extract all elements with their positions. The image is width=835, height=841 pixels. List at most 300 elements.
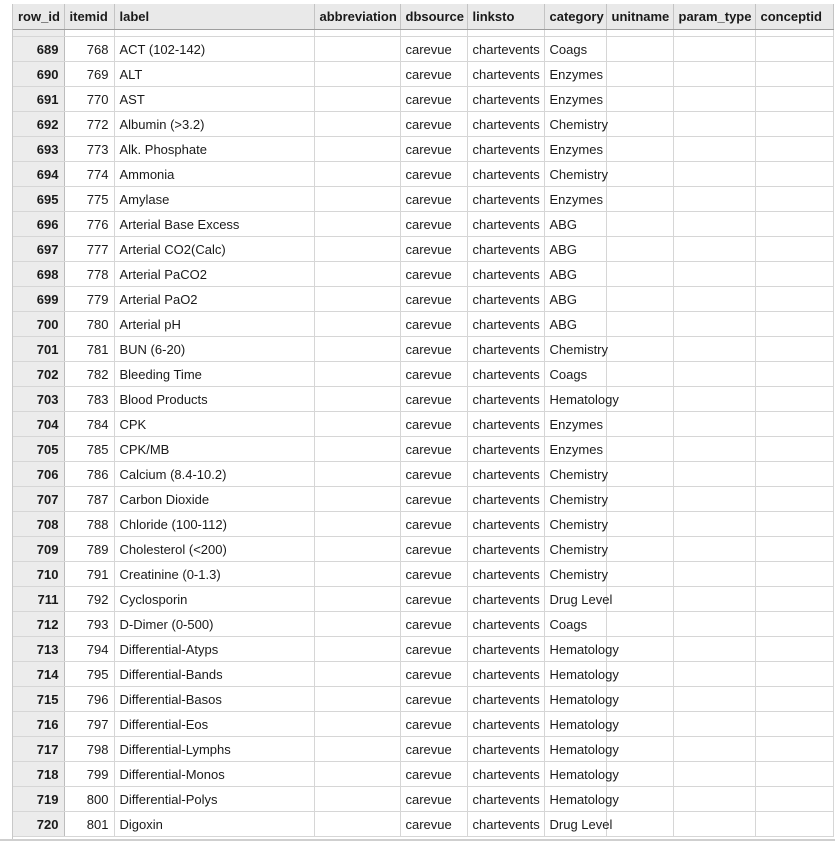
table-row[interactable] [13, 762, 833, 787]
cell-linksto[interactable]: chartevents [467, 487, 544, 512]
cell-label[interactable]: Digoxin [114, 812, 314, 837]
cell-param-type[interactable] [673, 262, 755, 287]
cell-unitname[interactable] [606, 212, 673, 237]
cell-param-type[interactable] [673, 237, 755, 262]
cell-label[interactable]: Albumin (>3.2) [114, 112, 314, 137]
cell-conceptid[interactable] [755, 337, 833, 362]
cell-abbreviation[interactable] [314, 787, 400, 812]
cell-dbsource[interactable]: carevue [400, 587, 467, 612]
cell-abbreviation[interactable] [314, 612, 400, 637]
cell-abbreviation[interactable] [314, 712, 400, 737]
cell-label[interactable]: Arterial PaCO2 [114, 262, 314, 287]
cell-conceptid[interactable] [755, 212, 833, 237]
table-row[interactable] [13, 312, 833, 337]
cell-param-type[interactable] [673, 512, 755, 537]
cell-linksto[interactable]: chartevents [467, 537, 544, 562]
cell-conceptid[interactable] [755, 387, 833, 412]
cell-conceptid[interactable] [755, 362, 833, 387]
cell-category[interactable]: Enzymes [544, 187, 606, 212]
cell-conceptid[interactable] [755, 137, 833, 162]
cell-param-type[interactable] [673, 787, 755, 812]
cell-dbsource[interactable]: carevue [400, 512, 467, 537]
cell-dbsource[interactable]: carevue [400, 162, 467, 187]
table-row[interactable] [13, 262, 833, 287]
cell-itemid[interactable]: 782 [64, 362, 114, 387]
cell-conceptid[interactable] [755, 237, 833, 262]
cell-itemid[interactable]: 769 [64, 62, 114, 87]
cell-conceptid[interactable] [755, 712, 833, 737]
cell-category[interactable]: Chemistry [544, 487, 606, 512]
cell-conceptid[interactable] [755, 112, 833, 137]
cell-dbsource[interactable]: carevue [400, 37, 467, 62]
table-row[interactable] [13, 587, 833, 612]
cell-label[interactable]: Differential-Basos [114, 687, 314, 712]
table-row[interactable] [13, 562, 833, 587]
cell-itemid[interactable]: 799 [64, 762, 114, 787]
cell-dbsource[interactable]: carevue [400, 87, 467, 112]
column-header-conceptid[interactable]: conceptid [755, 4, 833, 30]
cell-dbsource[interactable]: carevue [400, 62, 467, 87]
cell-category[interactable]: Coags [544, 37, 606, 62]
cell-param-type[interactable] [673, 362, 755, 387]
cell-category[interactable]: Enzymes [544, 437, 606, 462]
cell-conceptid[interactable] [755, 62, 833, 87]
cell-linksto[interactable]: chartevents [467, 387, 544, 412]
cell-linksto[interactable]: chartevents [467, 137, 544, 162]
cell-linksto[interactable]: chartevents [467, 237, 544, 262]
cell-abbreviation[interactable] [314, 212, 400, 237]
cell-abbreviation[interactable] [314, 362, 400, 387]
cell-abbreviation[interactable] [314, 337, 400, 362]
cell-dbsource[interactable]: carevue [400, 212, 467, 237]
cell-conceptid[interactable] [755, 187, 833, 212]
cell-category[interactable]: ABG [544, 262, 606, 287]
cell-conceptid[interactable] [755, 537, 833, 562]
cell-dbsource[interactable]: carevue [400, 762, 467, 787]
cell-itemid[interactable]: 770 [64, 87, 114, 112]
column-header-linksto[interactable]: linksto [467, 4, 544, 30]
column-header-row-id[interactable]: row_id [13, 4, 64, 30]
cell-unitname[interactable] [606, 37, 673, 62]
cell-abbreviation[interactable] [314, 87, 400, 112]
table-row[interactable] [13, 112, 833, 137]
table-row[interactable] [13, 212, 833, 237]
cell-param-type[interactable] [673, 562, 755, 587]
cell-unitname[interactable] [606, 487, 673, 512]
cell-unitname[interactable] [606, 362, 673, 387]
cell-abbreviation[interactable] [314, 187, 400, 212]
cell-dbsource[interactable]: carevue [400, 462, 467, 487]
cell-itemid[interactable]: 792 [64, 587, 114, 612]
cell-label[interactable]: ALT [114, 62, 314, 87]
cell-itemid[interactable]: 798 [64, 737, 114, 762]
cell-category[interactable]: ABG [544, 237, 606, 262]
cell-conceptid[interactable] [755, 312, 833, 337]
cell-abbreviation[interactable] [314, 587, 400, 612]
cell-param-type[interactable] [673, 287, 755, 312]
table-row[interactable] [13, 487, 833, 512]
cell-label[interactable]: Differential-Bands [114, 662, 314, 687]
cell-itemid[interactable]: 800 [64, 787, 114, 812]
cell-category[interactable]: Chemistry [544, 462, 606, 487]
cell-itemid[interactable]: 797 [64, 712, 114, 737]
cell-label[interactable]: Chloride (100-112) [114, 512, 314, 537]
table-row[interactable] [13, 287, 833, 312]
cell-category[interactable]: Hematology [544, 637, 606, 662]
cell-abbreviation[interactable] [314, 237, 400, 262]
cell-abbreviation[interactable] [314, 512, 400, 537]
cell-category[interactable]: Hematology [544, 662, 606, 687]
cell-itemid[interactable]: 789 [64, 537, 114, 562]
table-row[interactable] [13, 337, 833, 362]
cell-param-type[interactable] [673, 212, 755, 237]
cell-unitname[interactable] [606, 187, 673, 212]
table-row[interactable] [13, 712, 833, 737]
cell-param-type[interactable] [673, 137, 755, 162]
cell-abbreviation[interactable] [314, 812, 400, 837]
cell-abbreviation[interactable] [314, 637, 400, 662]
cell-linksto[interactable]: chartevents [467, 587, 544, 612]
cell-itemid[interactable]: 778 [64, 262, 114, 287]
cell-category[interactable]: Chemistry [544, 162, 606, 187]
cell-conceptid[interactable] [755, 687, 833, 712]
cell-linksto[interactable]: chartevents [467, 337, 544, 362]
table-row[interactable] [13, 62, 833, 87]
cell-abbreviation[interactable] [314, 762, 400, 787]
table-row[interactable] [13, 512, 833, 537]
cell-conceptid[interactable] [755, 37, 833, 62]
table-row[interactable] [13, 237, 833, 262]
cell-abbreviation[interactable] [314, 162, 400, 187]
cell-unitname[interactable] [606, 87, 673, 112]
cell-conceptid[interactable] [755, 262, 833, 287]
cell-dbsource[interactable]: carevue [400, 712, 467, 737]
cell-label[interactable]: Ammonia [114, 162, 314, 187]
cell-linksto[interactable]: chartevents [467, 287, 544, 312]
cell-param-type[interactable] [673, 537, 755, 562]
cell-param-type[interactable] [673, 387, 755, 412]
cell-label[interactable]: Carbon Dioxide [114, 487, 314, 512]
cell-unitname[interactable] [606, 562, 673, 587]
cell-unitname[interactable] [606, 462, 673, 487]
cell-linksto[interactable]: chartevents [467, 737, 544, 762]
cell-linksto[interactable]: chartevents [467, 687, 544, 712]
cell-category[interactable]: Chemistry [544, 537, 606, 562]
cell-unitname[interactable] [606, 262, 673, 287]
cell-unitname[interactable] [606, 112, 673, 137]
cell-dbsource[interactable]: carevue [400, 412, 467, 437]
cell-conceptid[interactable] [755, 762, 833, 787]
cell-conceptid[interactable] [755, 437, 833, 462]
cell-linksto[interactable]: chartevents [467, 162, 544, 187]
column-header-param-type[interactable]: param_type [673, 4, 755, 30]
cell-label[interactable]: Cholesterol (<200) [114, 537, 314, 562]
table-row[interactable] [13, 462, 833, 487]
cell-label[interactable]: Differential-Monos [114, 762, 314, 787]
cell-param-type[interactable] [673, 812, 755, 837]
table-row[interactable] [13, 37, 833, 62]
cell-category[interactable]: Chemistry [544, 512, 606, 537]
table-row[interactable] [13, 187, 833, 212]
cell-label[interactable]: Arterial PaO2 [114, 287, 314, 312]
column-header-itemid[interactable]: itemid [64, 4, 114, 30]
cell-abbreviation[interactable] [314, 287, 400, 312]
cell-param-type[interactable] [673, 37, 755, 62]
cell-category[interactable]: Hematology [544, 687, 606, 712]
cell-param-type[interactable] [673, 762, 755, 787]
table-row[interactable] [13, 787, 833, 812]
cell-linksto[interactable]: chartevents [467, 562, 544, 587]
cell-itemid[interactable]: 786 [64, 462, 114, 487]
cell-conceptid[interactable] [755, 487, 833, 512]
cell-abbreviation[interactable] [314, 687, 400, 712]
cell-category[interactable]: Coags [544, 612, 606, 637]
cell-param-type[interactable] [673, 412, 755, 437]
cell-abbreviation[interactable] [314, 562, 400, 587]
cell-label[interactable]: AST [114, 87, 314, 112]
cell-dbsource[interactable]: carevue [400, 387, 467, 412]
cell-param-type[interactable] [673, 662, 755, 687]
cell-linksto[interactable]: chartevents [467, 112, 544, 137]
cell-linksto[interactable]: chartevents [467, 262, 544, 287]
table-row[interactable] [13, 362, 833, 387]
cell-itemid[interactable]: 781 [64, 337, 114, 362]
cell-itemid[interactable]: 788 [64, 512, 114, 537]
cell-conceptid[interactable] [755, 162, 833, 187]
cell-label[interactable]: Amylase [114, 187, 314, 212]
cell-param-type[interactable] [673, 162, 755, 187]
table-row[interactable] [13, 137, 833, 162]
cell-linksto[interactable]: chartevents [467, 512, 544, 537]
table-row[interactable] [13, 612, 833, 637]
column-header-abbreviation[interactable]: abbreviation [314, 4, 400, 30]
cell-abbreviation[interactable] [314, 62, 400, 87]
cell-category[interactable]: ABG [544, 287, 606, 312]
cell-itemid[interactable]: 768 [64, 37, 114, 62]
cell-dbsource[interactable]: carevue [400, 662, 467, 687]
cell-linksto[interactable]: chartevents [467, 662, 544, 687]
cell-itemid[interactable]: 775 [64, 187, 114, 212]
cell-unitname[interactable] [606, 162, 673, 187]
cell-conceptid[interactable] [755, 587, 833, 612]
cell-linksto[interactable]: chartevents [467, 437, 544, 462]
cell-category[interactable]: Hematology [544, 712, 606, 737]
cell-linksto[interactable]: chartevents [467, 362, 544, 387]
cell-unitname[interactable] [606, 137, 673, 162]
cell-unitname[interactable] [606, 237, 673, 262]
cell-itemid[interactable]: 793 [64, 612, 114, 637]
cell-itemid[interactable]: 772 [64, 112, 114, 137]
cell-itemid[interactable]: 779 [64, 287, 114, 312]
cell-param-type[interactable] [673, 87, 755, 112]
cell-unitname[interactable] [606, 337, 673, 362]
cell-dbsource[interactable]: carevue [400, 237, 467, 262]
cell-unitname[interactable] [606, 312, 673, 337]
cell-linksto[interactable]: chartevents [467, 412, 544, 437]
cell-label[interactable]: Differential-Lymphs [114, 737, 314, 762]
cell-unitname[interactable] [606, 537, 673, 562]
cell-category[interactable]: Hematology [544, 762, 606, 787]
cell-category[interactable]: Chemistry [544, 337, 606, 362]
cell-dbsource[interactable]: carevue [400, 262, 467, 287]
cell-label[interactable]: Calcium (8.4-10.2) [114, 462, 314, 487]
cell-conceptid[interactable] [755, 87, 833, 112]
table-row[interactable] [13, 162, 833, 187]
cell-param-type[interactable] [673, 462, 755, 487]
cell-conceptid[interactable] [755, 512, 833, 537]
cell-itemid[interactable]: 777 [64, 237, 114, 262]
cell-linksto[interactable]: chartevents [467, 812, 544, 837]
cell-linksto[interactable]: chartevents [467, 612, 544, 637]
table-row[interactable] [13, 662, 833, 687]
cell-conceptid[interactable] [755, 662, 833, 687]
cell-conceptid[interactable] [755, 812, 833, 837]
cell-dbsource[interactable]: carevue [400, 737, 467, 762]
cell-category[interactable]: Enzymes [544, 412, 606, 437]
cell-itemid[interactable]: 776 [64, 212, 114, 237]
cell-linksto[interactable]: chartevents [467, 37, 544, 62]
cell-abbreviation[interactable] [314, 437, 400, 462]
cell-dbsource[interactable]: carevue [400, 287, 467, 312]
cell-param-type[interactable] [673, 612, 755, 637]
cell-label[interactable]: Differential-Polys [114, 787, 314, 812]
cell-linksto[interactable]: chartevents [467, 462, 544, 487]
cell-category[interactable]: Hematology [544, 787, 606, 812]
cell-conceptid[interactable] [755, 412, 833, 437]
cell-param-type[interactable] [673, 312, 755, 337]
cell-unitname[interactable] [606, 62, 673, 87]
cell-category[interactable]: Coags [544, 362, 606, 387]
cell-conceptid[interactable] [755, 637, 833, 662]
cell-conceptid[interactable] [755, 787, 833, 812]
cell-linksto[interactable]: chartevents [467, 637, 544, 662]
cell-category[interactable]: Drug Level [544, 587, 606, 612]
cell-unitname[interactable] [606, 287, 673, 312]
cell-label[interactable]: D-Dimer (0-500) [114, 612, 314, 637]
column-header-label[interactable]: label [114, 4, 314, 30]
cell-dbsource[interactable]: carevue [400, 537, 467, 562]
cell-label[interactable]: Alk. Phosphate [114, 137, 314, 162]
cell-param-type[interactable] [673, 687, 755, 712]
cell-itemid[interactable]: 794 [64, 637, 114, 662]
cell-param-type[interactable] [673, 337, 755, 362]
cell-unitname[interactable] [606, 412, 673, 437]
cell-abbreviation[interactable] [314, 37, 400, 62]
cell-label[interactable]: Arterial CO2(Calc) [114, 237, 314, 262]
cell-conceptid[interactable] [755, 612, 833, 637]
cell-abbreviation[interactable] [314, 412, 400, 437]
cell-category[interactable]: Chemistry [544, 112, 606, 137]
cell-linksto[interactable]: chartevents [467, 762, 544, 787]
cell-label[interactable]: Bleeding Time [114, 362, 314, 387]
cell-itemid[interactable]: 787 [64, 487, 114, 512]
cell-label[interactable]: CPK/MB [114, 437, 314, 462]
column-header-unitname[interactable]: unitname [606, 4, 673, 30]
cell-dbsource[interactable]: carevue [400, 312, 467, 337]
cell-unitname[interactable] [606, 812, 673, 837]
cell-unitname[interactable] [606, 587, 673, 612]
cell-label[interactable]: Cyclosporin [114, 587, 314, 612]
cell-category[interactable]: Enzymes [544, 137, 606, 162]
cell-abbreviation[interactable] [314, 537, 400, 562]
cell-unitname[interactable] [606, 437, 673, 462]
cell-itemid[interactable]: 791 [64, 562, 114, 587]
cell-itemid[interactable]: 796 [64, 687, 114, 712]
cell-itemid[interactable]: 801 [64, 812, 114, 837]
cell-dbsource[interactable]: carevue [400, 137, 467, 162]
cell-itemid[interactable]: 773 [64, 137, 114, 162]
table-row[interactable] [13, 87, 833, 112]
cell-category[interactable]: Enzymes [544, 87, 606, 112]
cell-category[interactable]: Hematology [544, 387, 606, 412]
cell-label[interactable]: CPK [114, 412, 314, 437]
cell-conceptid[interactable] [755, 287, 833, 312]
cell-itemid[interactable]: 774 [64, 162, 114, 187]
cell-conceptid[interactable] [755, 737, 833, 762]
cell-label[interactable]: Differential-Eos [114, 712, 314, 737]
cell-dbsource[interactable]: carevue [400, 787, 467, 812]
table-row[interactable] [13, 437, 833, 462]
cell-dbsource[interactable]: carevue [400, 337, 467, 362]
cell-dbsource[interactable]: carevue [400, 487, 467, 512]
cell-linksto[interactable]: chartevents [467, 62, 544, 87]
cell-category[interactable]: Enzymes [544, 62, 606, 87]
cell-category[interactable]: Drug Level [544, 812, 606, 837]
cell-itemid[interactable]: 785 [64, 437, 114, 462]
cell-abbreviation[interactable] [314, 487, 400, 512]
cell-param-type[interactable] [673, 712, 755, 737]
cell-dbsource[interactable]: carevue [400, 112, 467, 137]
cell-dbsource[interactable]: carevue [400, 362, 467, 387]
cell-category[interactable]: ABG [544, 212, 606, 237]
cell-category[interactable]: Chemistry [544, 562, 606, 587]
cell-abbreviation[interactable] [314, 262, 400, 287]
cell-abbreviation[interactable] [314, 462, 400, 487]
cell-param-type[interactable] [673, 637, 755, 662]
column-header-category[interactable]: category [544, 4, 606, 30]
cell-dbsource[interactable]: carevue [400, 612, 467, 637]
cell-label[interactable]: ACT (102-142) [114, 37, 314, 62]
cell-param-type[interactable] [673, 737, 755, 762]
cell-category[interactable]: Hematology [544, 737, 606, 762]
cell-label[interactable]: Blood Products [114, 387, 314, 412]
cell-dbsource[interactable]: carevue [400, 187, 467, 212]
cell-param-type[interactable] [673, 112, 755, 137]
table-row[interactable] [13, 387, 833, 412]
table-row[interactable] [13, 412, 833, 437]
cell-dbsource[interactable]: carevue [400, 437, 467, 462]
cell-itemid[interactable]: 784 [64, 412, 114, 437]
cell-abbreviation[interactable] [314, 137, 400, 162]
table-row[interactable] [13, 737, 833, 762]
cell-param-type[interactable] [673, 487, 755, 512]
cell-label[interactable]: Arterial Base Excess [114, 212, 314, 237]
cell-param-type[interactable] [673, 187, 755, 212]
cell-conceptid[interactable] [755, 562, 833, 587]
cell-itemid[interactable]: 795 [64, 662, 114, 687]
cell-dbsource[interactable]: carevue [400, 637, 467, 662]
cell-linksto[interactable]: chartevents [467, 312, 544, 337]
cell-param-type[interactable] [673, 62, 755, 87]
cell-category[interactable]: ABG [544, 312, 606, 337]
cell-conceptid[interactable] [755, 462, 833, 487]
column-header-dbsource[interactable]: dbsource [400, 4, 467, 30]
cell-label[interactable]: Differential-Atyps [114, 637, 314, 662]
cell-param-type[interactable] [673, 587, 755, 612]
cell-unitname[interactable] [606, 512, 673, 537]
cell-linksto[interactable]: chartevents [467, 187, 544, 212]
cell-abbreviation[interactable] [314, 312, 400, 337]
